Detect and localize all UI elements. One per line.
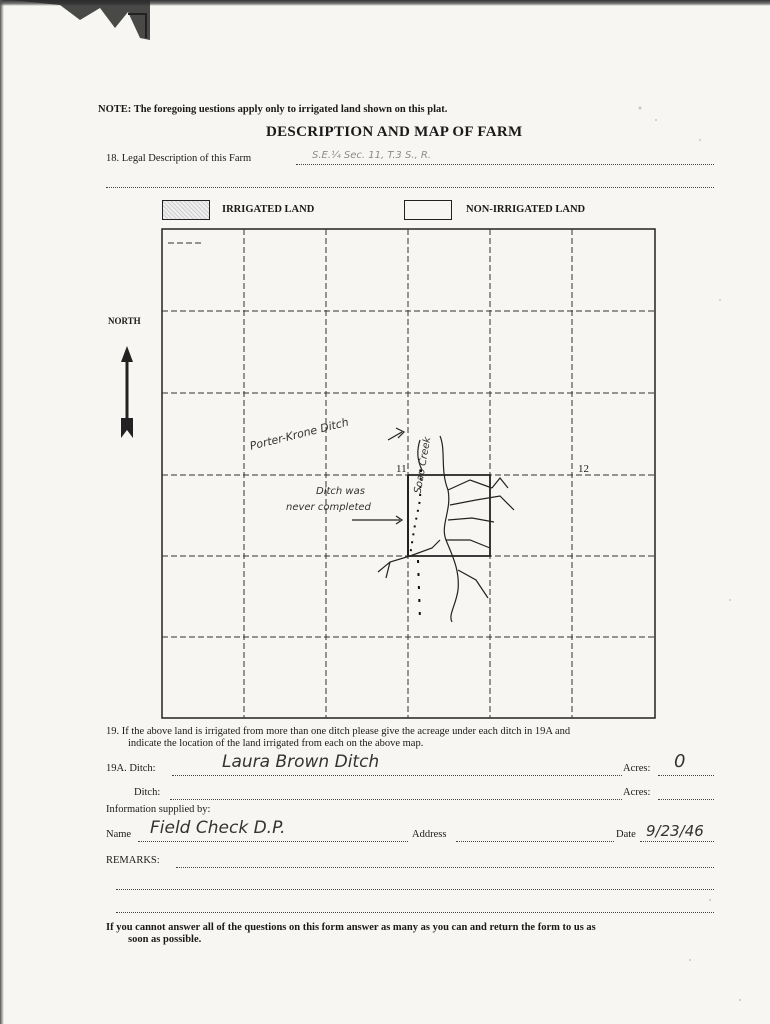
creek-annotation: Soap Creek	[412, 436, 434, 495]
ditch-note-line2: never completed	[286, 502, 371, 513]
remarks-label: REMARKS:	[106, 855, 160, 866]
remarks-line1	[176, 867, 714, 868]
item19a-ditch-label: 19A. Ditch:	[106, 763, 156, 774]
item19a-acres-label: Acres:	[623, 763, 651, 774]
acres2-label: Acres:	[623, 787, 651, 798]
item19a-acres-line	[658, 775, 714, 776]
section-number-12: 12	[578, 463, 589, 475]
name-line	[138, 841, 408, 842]
address-line	[456, 841, 614, 842]
date-label: Date	[616, 829, 636, 840]
non-irrigated-legend-label: NON-IRRIGATED LAND	[466, 204, 586, 215]
remarks-line3	[116, 912, 714, 913]
info-supplied-label: Information supplied by:	[106, 804, 211, 815]
item19a-ditch-line	[172, 775, 622, 776]
footer-line2: soon as possible.	[128, 934, 202, 945]
irrigated-legend-label: IRRIGATED LAND	[222, 204, 315, 215]
section-number-11: 11	[396, 463, 407, 475]
ditch-name-annotation: Porter-Krone Ditch	[248, 415, 350, 453]
north-label: NORTH	[108, 316, 141, 326]
torn-corner-mark	[0, 0, 150, 40]
note-text: NOTE: The foregoing uestions apply only to irrigated land shown on this plat.	[98, 104, 448, 115]
ditch2-label: Ditch:	[134, 787, 161, 798]
non-irrigated-legend-swatch	[404, 200, 452, 220]
remarks-line2	[116, 889, 714, 890]
scan-left-edge	[0, 0, 4, 1024]
footer-line1: If you cannot answer all of the questions on this form answer as many as you can and return the form to us as	[106, 922, 596, 933]
name-label: Name	[106, 829, 132, 840]
ditch-note-line1: Ditch was	[316, 486, 365, 497]
acres2-line	[658, 799, 714, 800]
item19-line1: 19. If the above land is irrigated from more than one ditch please give the acreage under each ditch in 19A and	[106, 726, 571, 737]
address-label: Address	[412, 829, 447, 840]
ditch2-line	[170, 799, 622, 800]
irrigated-legend-swatch	[162, 200, 210, 220]
item18-line2	[106, 187, 714, 188]
item18-line	[296, 164, 714, 165]
page-title: DESCRIPTION AND MAP OF FARM	[266, 124, 523, 140]
date-value: 9/23/46	[646, 822, 704, 840]
item18-label: 18. Legal Description of this Farm	[106, 153, 252, 164]
name-value: Field Check D.P.	[150, 818, 286, 838]
item18-handwritten: S.E.¼ Sec. 11, T.3 S., R.	[312, 150, 431, 161]
date-line	[640, 841, 714, 842]
item19a-ditch-value: Laura Brown Ditch	[222, 752, 380, 772]
item19a-acres-value: 0	[674, 751, 686, 772]
north-arrow-icon	[121, 346, 133, 438]
item19-line2: indicate the location of the land irrigated from each on the above map.	[128, 738, 424, 749]
